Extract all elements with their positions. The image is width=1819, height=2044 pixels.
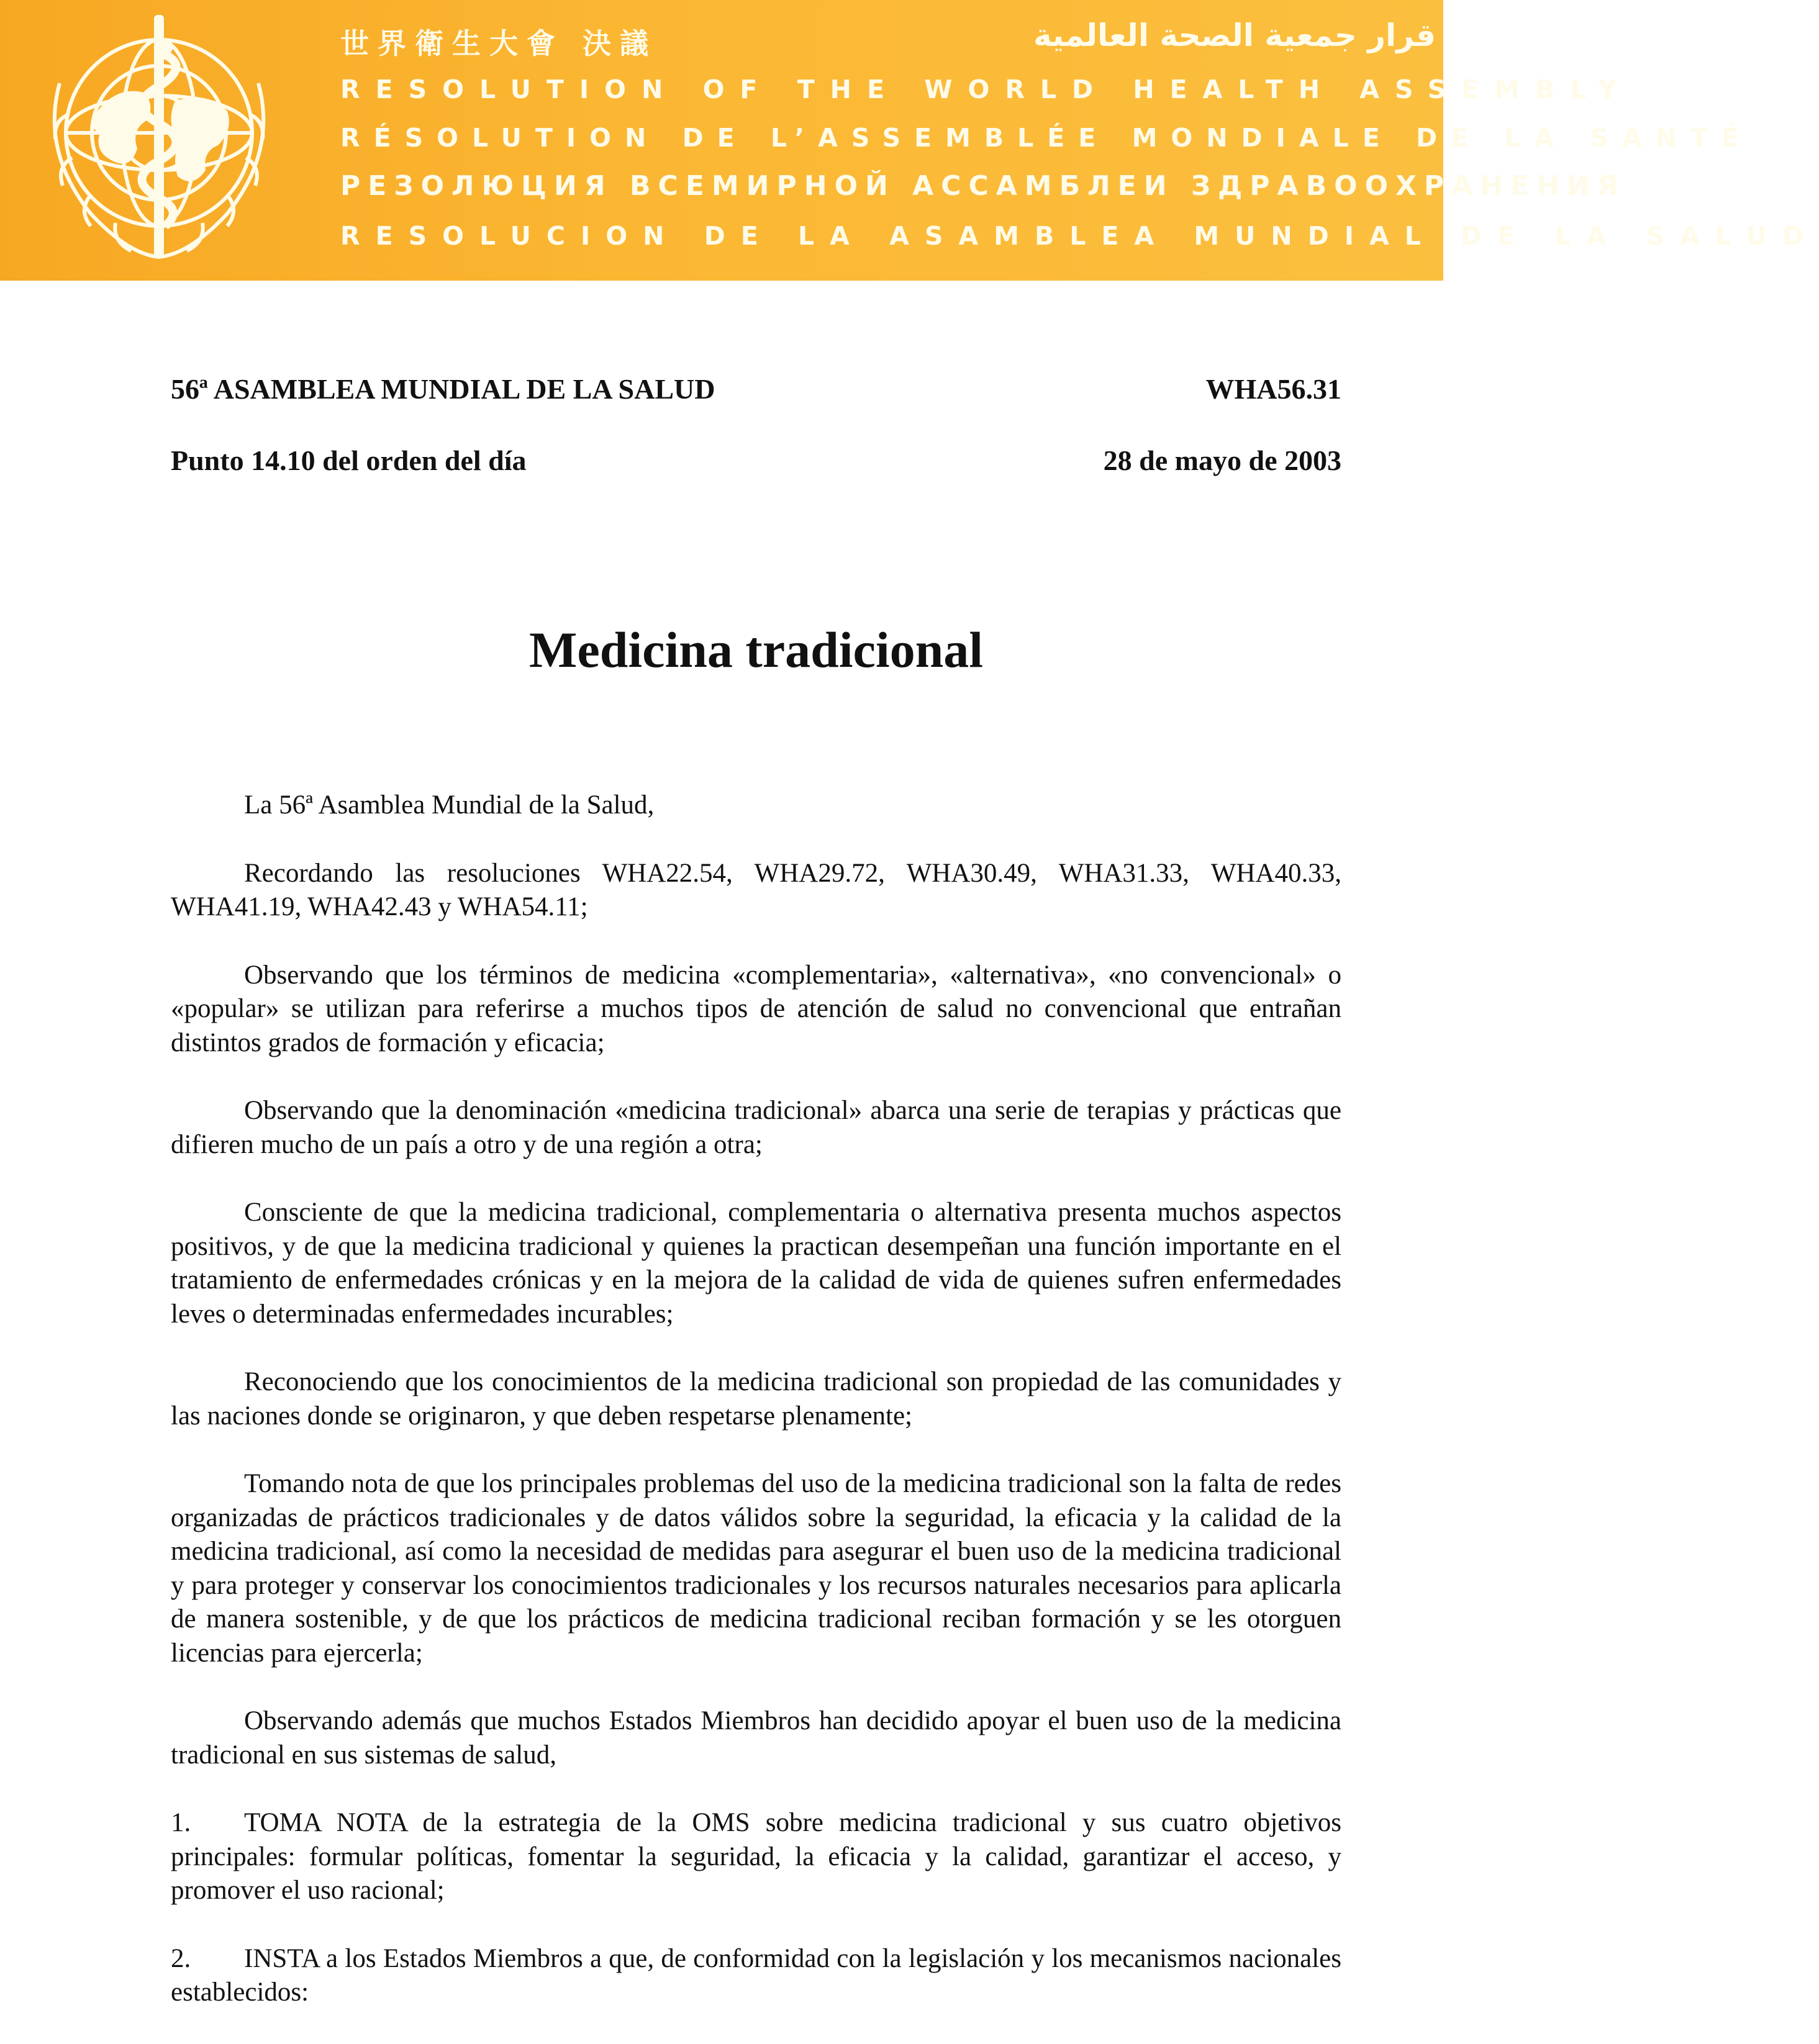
- preamble-paragraph: Consciente de que la medicina tradicional, complementaria o alternativa presenta muchos aspectos positivos, y de que la medicina tradicional y quienes la practican desempeñan una función importante en el tratamiento de enfermedades crónicas y en la mejora de la calidad de vida de quienes sufren enfermedades leves o determinadas enfermedades incurables;: [171, 1198, 1341, 1329]
- preamble-paragraph: Observando que la denominación «medicina tradicional» abarca una serie de terapias y prácticas que difieren mucho de un país a otro y de una región a otra;: [171, 1096, 1341, 1159]
- paragraph-text: TOMA NOTA de la estrategia de la OMS sobre medicina tradicional y sus cuatro objetivos principales: formular políticas, fomentar la seguridad, la eficacia y la calidad, garantizar el acceso, y promover el uso racional;: [171, 1808, 1341, 1905]
- resolution-banner: [0, 0, 1819, 281]
- meta-row-agenda: [171, 444, 1341, 477]
- preamble-paragraph: Observando que los términos de medicina «complementaria», «alternativa», «no convencional» o «popular» se utilizan para referirse a muchos tipos de atención de salud no convencional que entrañan distintos grados de formación y eficacia;: [171, 960, 1341, 1057]
- paragraph-text: INSTA a los Estados Miembros a que, de conformidad con la legislación y los mecanismos nacionales establecidos:: [171, 1943, 1341, 2007]
- paragraph-number: 2.: [171, 1943, 191, 1973]
- banner-title-chinese: 世界衛生大會 決議: [340, 27, 658, 60]
- meta-row-assembly: [171, 373, 1341, 405]
- who-emblem-icon: [22, 9, 296, 269]
- preamble-paragraph: Tomando nota de que los principales problemas del uso de la medicina tradicional son la falta de redes organizadas de prácticos tradicionales y de datos válidos sobre la seguridad, la eficacia y la calidad de la medicina tradicional, así como la necesidad de medidas para asegurar el buen uso de la medicina tradicional y para proteger y conservar los conocimientos tradicionales y los recursos naturales necesarios para aplicarla de manera sostenible, y de que los prácticos de medicina tradicional reciban formación y se les otorguen licencias para ejercerla;: [171, 1469, 1341, 1668]
- preamble-paragraph: La 56ª Asamblea Mundial de la Salud,: [244, 790, 655, 820]
- resolution-date: 28 de mayo de 2003: [1103, 445, 1341, 476]
- operative-paragraph: [171, 1942, 1341, 2010]
- paragraph-number: 1.: [171, 1808, 191, 1837]
- banner-title-spanish: RESOLUCION DE LA ASAMBLEA MUNDIAL DE LA SALUD: [340, 221, 1819, 251]
- banner-title-arabic: قرار جمعية الصحة العالمية: [1033, 17, 1436, 53]
- document-body: [171, 789, 1341, 2044]
- agenda-item: Punto 14.10 del orden del día: [171, 445, 527, 476]
- resolution-code: WHA56.31: [1205, 373, 1341, 405]
- preamble-paragraph: Reconociendo que los conocimientos de la medicina tradicional son propiedad de las comunidades y las naciones donde se originaron, y que deben respetarse plenamente;: [171, 1367, 1341, 1431]
- operative-paragraph: [171, 1806, 1341, 1908]
- document-title: Medicina tradicional: [528, 622, 984, 678]
- assembly-name: 56ª ASAMBLEA MUNDIAL DE LA SALUD: [171, 373, 715, 405]
- preamble-paragraph: Observando además que muchos Estados Miembros han decidido apoyar el buen uso de la medicina tradicional en sus sistemas de salud,: [171, 1706, 1341, 1770]
- banner-title-russian: РЕЗОЛЮЦИЯ ВСЕМИРНОЙ АССАМБЛЕИ ЗДРАВООХРАНЕНИЯ: [340, 170, 1626, 202]
- preamble-paragraph: Recordando las resoluciones WHA22.54, WHA29.72, WHA30.49, WHA31.33, WHA40.33, WHA41.19, WHA42.43 y WHA54.11;: [171, 858, 1341, 921]
- banner-title-french: RÉSOLUTION DE L’ASSEMBLÉE MONDIALE DE LA SANTÉ: [340, 123, 1753, 153]
- banner-title-english: RESOLUTION OF THE WORLD HEALTH ASSEMBLY: [340, 75, 1632, 104]
